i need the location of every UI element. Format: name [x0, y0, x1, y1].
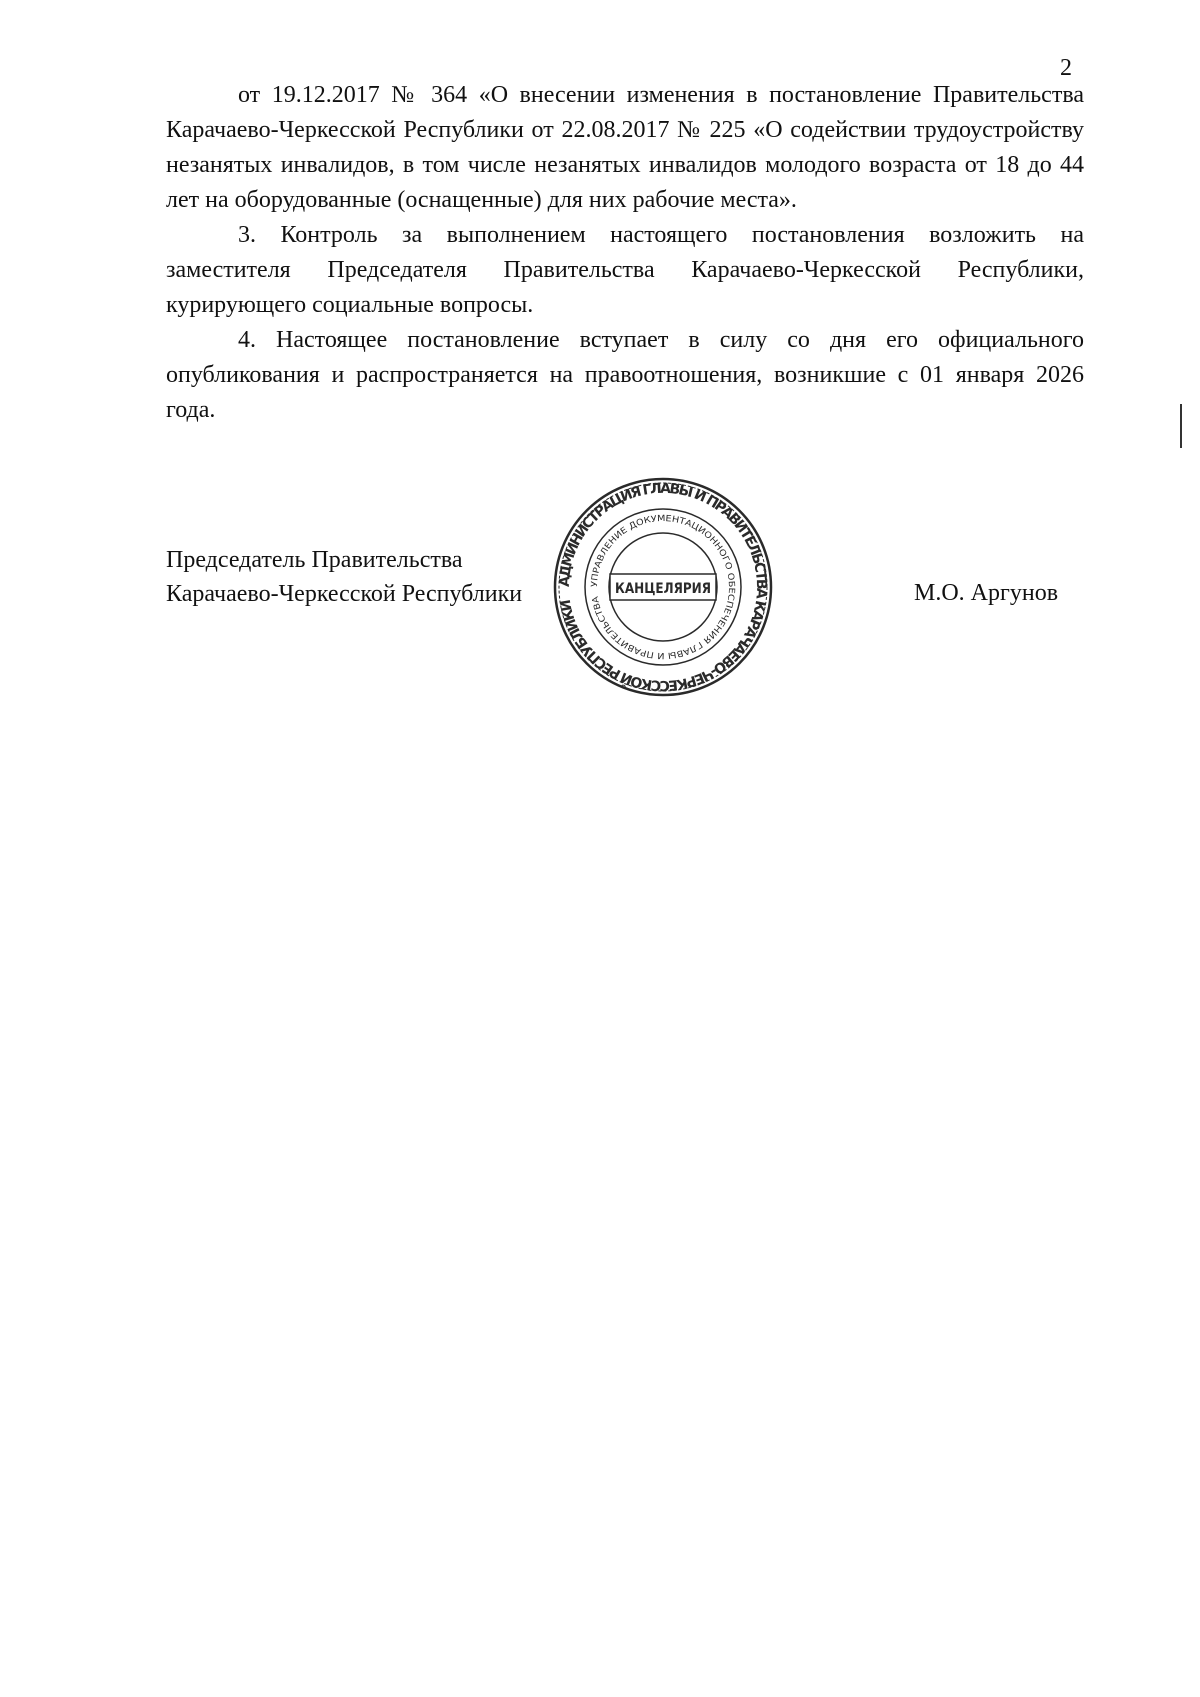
signatory-name: М.О. Аргунов: [914, 580, 1059, 606]
paragraph-effective-date: 4. Настоящее постановление вступает в силу со дня его официального опубликования и распространяется на правоотношения, возникшие с 01 января 2026 года.: [166, 327, 1084, 423]
scan-artifact: [1180, 404, 1182, 448]
seal-outer-text: АДМИНИСТРАЦИЯ ГЛАВЫ И ПРАВИТЕЛЬСТВА КАРАЧАЕВО-ЧЕРКЕССКОЙ РЕСПУБЛИКИ: [556, 480, 770, 694]
page-number: 2: [1060, 55, 1072, 81]
seal-center-text: КАНЦЕЛЯРИЯ: [615, 581, 711, 597]
document-body: [166, 78, 1084, 428]
signatory-title-line-2: Карачаево-Черкесской Республики: [166, 581, 523, 607]
paragraph-continuation: от 19.12.2017 № 364 «О внесении изменения в постановление Правительства Карачаево-Черкесской Республики от 22.08.2017 № 225 «О содействии трудоустройству незанятых инвалидов, в том числе незанятых инвалидов молодого возраста от 18 до 44 лет на оборудованные (оснащенные) для них рабочие места».: [166, 82, 1084, 213]
seal-inner-text: УПРАВЛЕНИЕ ДОКУМЕНТАЦИОННОГО ОБЕСПЕЧЕНИЯ ГЛАВЫ И ПРАВИТЕЛЬСТВА: [589, 513, 737, 661]
paragraph-control: 3. Контроль за выполнением настоящего постановления возложить на заместителя Председателя Правительства Карачаево-Черкесской Республики, курирующего социальные вопросы.: [166, 222, 1084, 318]
official-seal: [552, 476, 774, 698]
signatory-title-line-1: Председатель Правительства: [166, 547, 463, 573]
signatory-title: [166, 543, 522, 611]
